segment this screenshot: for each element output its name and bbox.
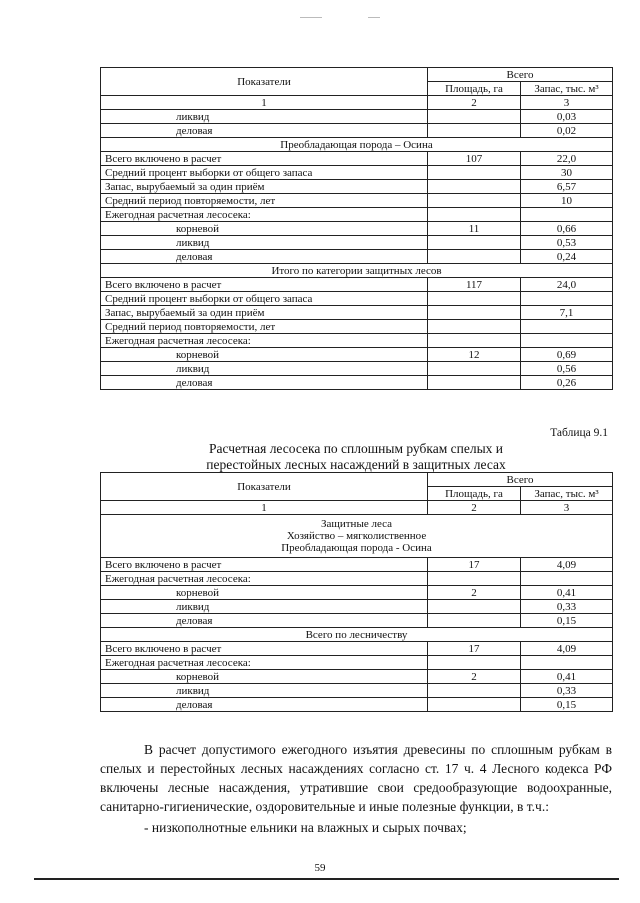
stock-cell: 10	[521, 194, 613, 208]
row-label: ликвид	[101, 362, 428, 376]
stock-cell: 0,41	[521, 586, 613, 600]
area-cell	[428, 194, 521, 208]
table-row	[101, 208, 613, 222]
area-cell	[428, 236, 521, 250]
section-header: Итого по категории защитных лесов	[101, 264, 613, 278]
table-row	[101, 152, 613, 166]
stock-cell: 0,24	[521, 250, 613, 264]
area-cell	[428, 320, 521, 334]
row-label: корневой	[101, 222, 428, 236]
paragraph-text: В расчет допустимого ежегодного изъятия древесины по сплошным рубкам в спелых и перестойных лесных насаждениях согласно ст. 17 ч. 4 Лесного кодекса РФ включены лесные насаждения, утратившие свои средообразующие водоохранные, санитарно-гигиенические, оздоровительные и иные полезные функции, в т.ч.:	[100, 742, 612, 814]
column-number: 2	[428, 96, 521, 110]
row-label: деловая	[101, 614, 428, 628]
area-cell: 2	[428, 670, 521, 684]
row-label: Средний процент выборки от общего запаса	[101, 166, 428, 180]
stock-cell: 0,69	[521, 348, 613, 362]
row-label: ликвид	[101, 236, 428, 250]
table-row	[101, 278, 613, 292]
stock-cell: 22,0	[521, 152, 613, 166]
row-label: Средний процент выборки от общего запаса	[101, 292, 428, 306]
header-area: Площадь, га	[428, 487, 521, 501]
scan-mark	[300, 17, 322, 18]
stock-cell: 0,33	[521, 600, 613, 614]
section-header: Всего по лесничеству	[101, 628, 613, 642]
area-cell	[428, 572, 521, 586]
table-row	[101, 306, 613, 320]
column-number: 3	[521, 501, 613, 515]
stock-cell: 0,02	[521, 124, 613, 138]
area-cell: 17	[428, 642, 521, 656]
table-row	[101, 628, 613, 642]
stock-cell: 30	[521, 166, 613, 180]
area-cell	[428, 684, 521, 698]
row-label: корневой	[101, 348, 428, 362]
row-label: Ежегодная расчетная лесосека:	[101, 572, 428, 586]
stock-cell: 0,15	[521, 614, 613, 628]
stock-cell: 6,57	[521, 180, 613, 194]
table-row	[101, 642, 613, 656]
area-cell	[428, 292, 521, 306]
stock-cell	[521, 334, 613, 348]
stock-cell	[521, 208, 613, 222]
scan-mark	[368, 17, 380, 18]
cutting-area-table-continued	[100, 67, 613, 390]
stock-cell: 0,15	[521, 698, 613, 712]
table-number: Таблица 9.1	[550, 427, 608, 439]
table-row	[101, 600, 613, 614]
row-label: деловая	[101, 376, 428, 390]
row-label: Всего включено в расчет	[101, 278, 428, 292]
area-cell	[428, 166, 521, 180]
area-cell	[428, 614, 521, 628]
table-row	[101, 586, 613, 600]
row-label: Ежегодная расчетная лесосека:	[101, 656, 428, 670]
table-row	[101, 292, 613, 306]
table-row	[101, 684, 613, 698]
area-cell	[428, 306, 521, 320]
row-label: Всего включено в расчет	[101, 558, 428, 572]
section-header: Преобладающая порода – Осина	[101, 138, 613, 152]
row-label: Запас, вырубаемый за один приём	[101, 306, 428, 320]
table-row	[101, 110, 613, 124]
area-cell	[428, 656, 521, 670]
area-cell	[428, 250, 521, 264]
header-stock: Запас, тыс. м³	[521, 82, 613, 96]
row-label: ликвид	[101, 684, 428, 698]
section-line: Защитные леса	[321, 518, 393, 530]
area-cell	[428, 110, 521, 124]
area-cell	[428, 208, 521, 222]
stock-cell: 4,09	[521, 558, 613, 572]
stock-cell: 24,0	[521, 278, 613, 292]
table-row	[101, 250, 613, 264]
stock-cell: 0,41	[521, 670, 613, 684]
table-row	[101, 558, 613, 572]
cutting-area-table-9-1	[100, 472, 613, 712]
bullet-item: - низкополнотные ельники на влажных и сырых почвах;	[144, 820, 467, 835]
row-label: ликвид	[101, 110, 428, 124]
area-cell: 11	[428, 222, 521, 236]
stock-cell	[521, 572, 613, 586]
area-cell: 2	[428, 586, 521, 600]
stock-cell	[521, 292, 613, 306]
row-label: Ежегодная расчетная лесосека:	[101, 334, 428, 348]
column-number: 1	[101, 501, 428, 515]
table-row	[101, 348, 613, 362]
header-area: Площадь, га	[428, 82, 521, 96]
stock-cell: 0,53	[521, 236, 613, 250]
table-row	[101, 194, 613, 208]
row-label: Средний период повторяемости, лет	[101, 194, 428, 208]
row-label: ликвид	[101, 600, 428, 614]
row-label: Всего включено в расчет	[101, 642, 428, 656]
stock-cell: 7,1	[521, 306, 613, 320]
table-row	[101, 334, 613, 348]
row-label: деловая	[101, 698, 428, 712]
bottom-rule	[34, 878, 619, 880]
column-number: 1	[101, 96, 428, 110]
table-row	[101, 124, 613, 138]
row-label: деловая	[101, 250, 428, 264]
row-label: Запас, вырубаемый за один приём	[101, 180, 428, 194]
stock-cell: 4,09	[521, 642, 613, 656]
area-cell	[428, 362, 521, 376]
table-caption-line: перестойных лесных насаждений в защитных лесах	[206, 457, 506, 472]
stock-cell: 0,26	[521, 376, 613, 390]
table-row	[101, 376, 613, 390]
table-row	[101, 670, 613, 684]
area-cell	[428, 600, 521, 614]
header-indicators: Показатели	[101, 68, 428, 96]
stock-cell: 0,56	[521, 362, 613, 376]
header-stock: Запас, тыс. м³	[521, 487, 613, 501]
table-row	[101, 222, 613, 236]
column-number: 2	[428, 501, 521, 515]
header-total: Всего	[428, 68, 613, 82]
row-label: корневой	[101, 586, 428, 600]
area-cell	[428, 376, 521, 390]
table-row	[101, 180, 613, 194]
area-cell	[428, 334, 521, 348]
table-row	[101, 698, 613, 712]
table-caption-line: Расчетная лесосека по сплошным рубкам спелых и	[208, 441, 504, 456]
area-cell	[428, 180, 521, 194]
page-number: 59	[314, 862, 326, 874]
header-total: Всего	[428, 473, 613, 487]
table-row	[101, 236, 613, 250]
header-indicators: Показатели	[101, 473, 428, 501]
stock-cell	[521, 656, 613, 670]
table-row	[101, 320, 613, 334]
body-paragraph	[100, 740, 612, 816]
section-line: Преобладающая порода - Осина	[281, 542, 432, 554]
table-row	[101, 614, 613, 628]
area-cell: 17	[428, 558, 521, 572]
area-cell	[428, 124, 521, 138]
table-row	[101, 656, 613, 670]
stock-cell: 0,66	[521, 222, 613, 236]
table-row	[101, 138, 613, 152]
section-header	[101, 515, 613, 558]
section-line: Хозяйство – мягколиственное	[286, 530, 427, 542]
row-label: деловая	[101, 124, 428, 138]
row-label: Средний период повторяемости, лет	[101, 320, 428, 334]
table-row	[101, 264, 613, 278]
table-row	[101, 572, 613, 586]
stock-cell	[521, 320, 613, 334]
column-number: 3	[521, 96, 613, 110]
row-label: Ежегодная расчетная лесосека:	[101, 208, 428, 222]
stock-cell: 0,33	[521, 684, 613, 698]
area-cell: 107	[428, 152, 521, 166]
area-cell	[428, 698, 521, 712]
table-row	[101, 362, 613, 376]
stock-cell: 0,03	[521, 110, 613, 124]
row-label: корневой	[101, 670, 428, 684]
row-label: Всего включено в расчет	[101, 152, 428, 166]
area-cell: 12	[428, 348, 521, 362]
area-cell: 117	[428, 278, 521, 292]
table-row	[101, 166, 613, 180]
